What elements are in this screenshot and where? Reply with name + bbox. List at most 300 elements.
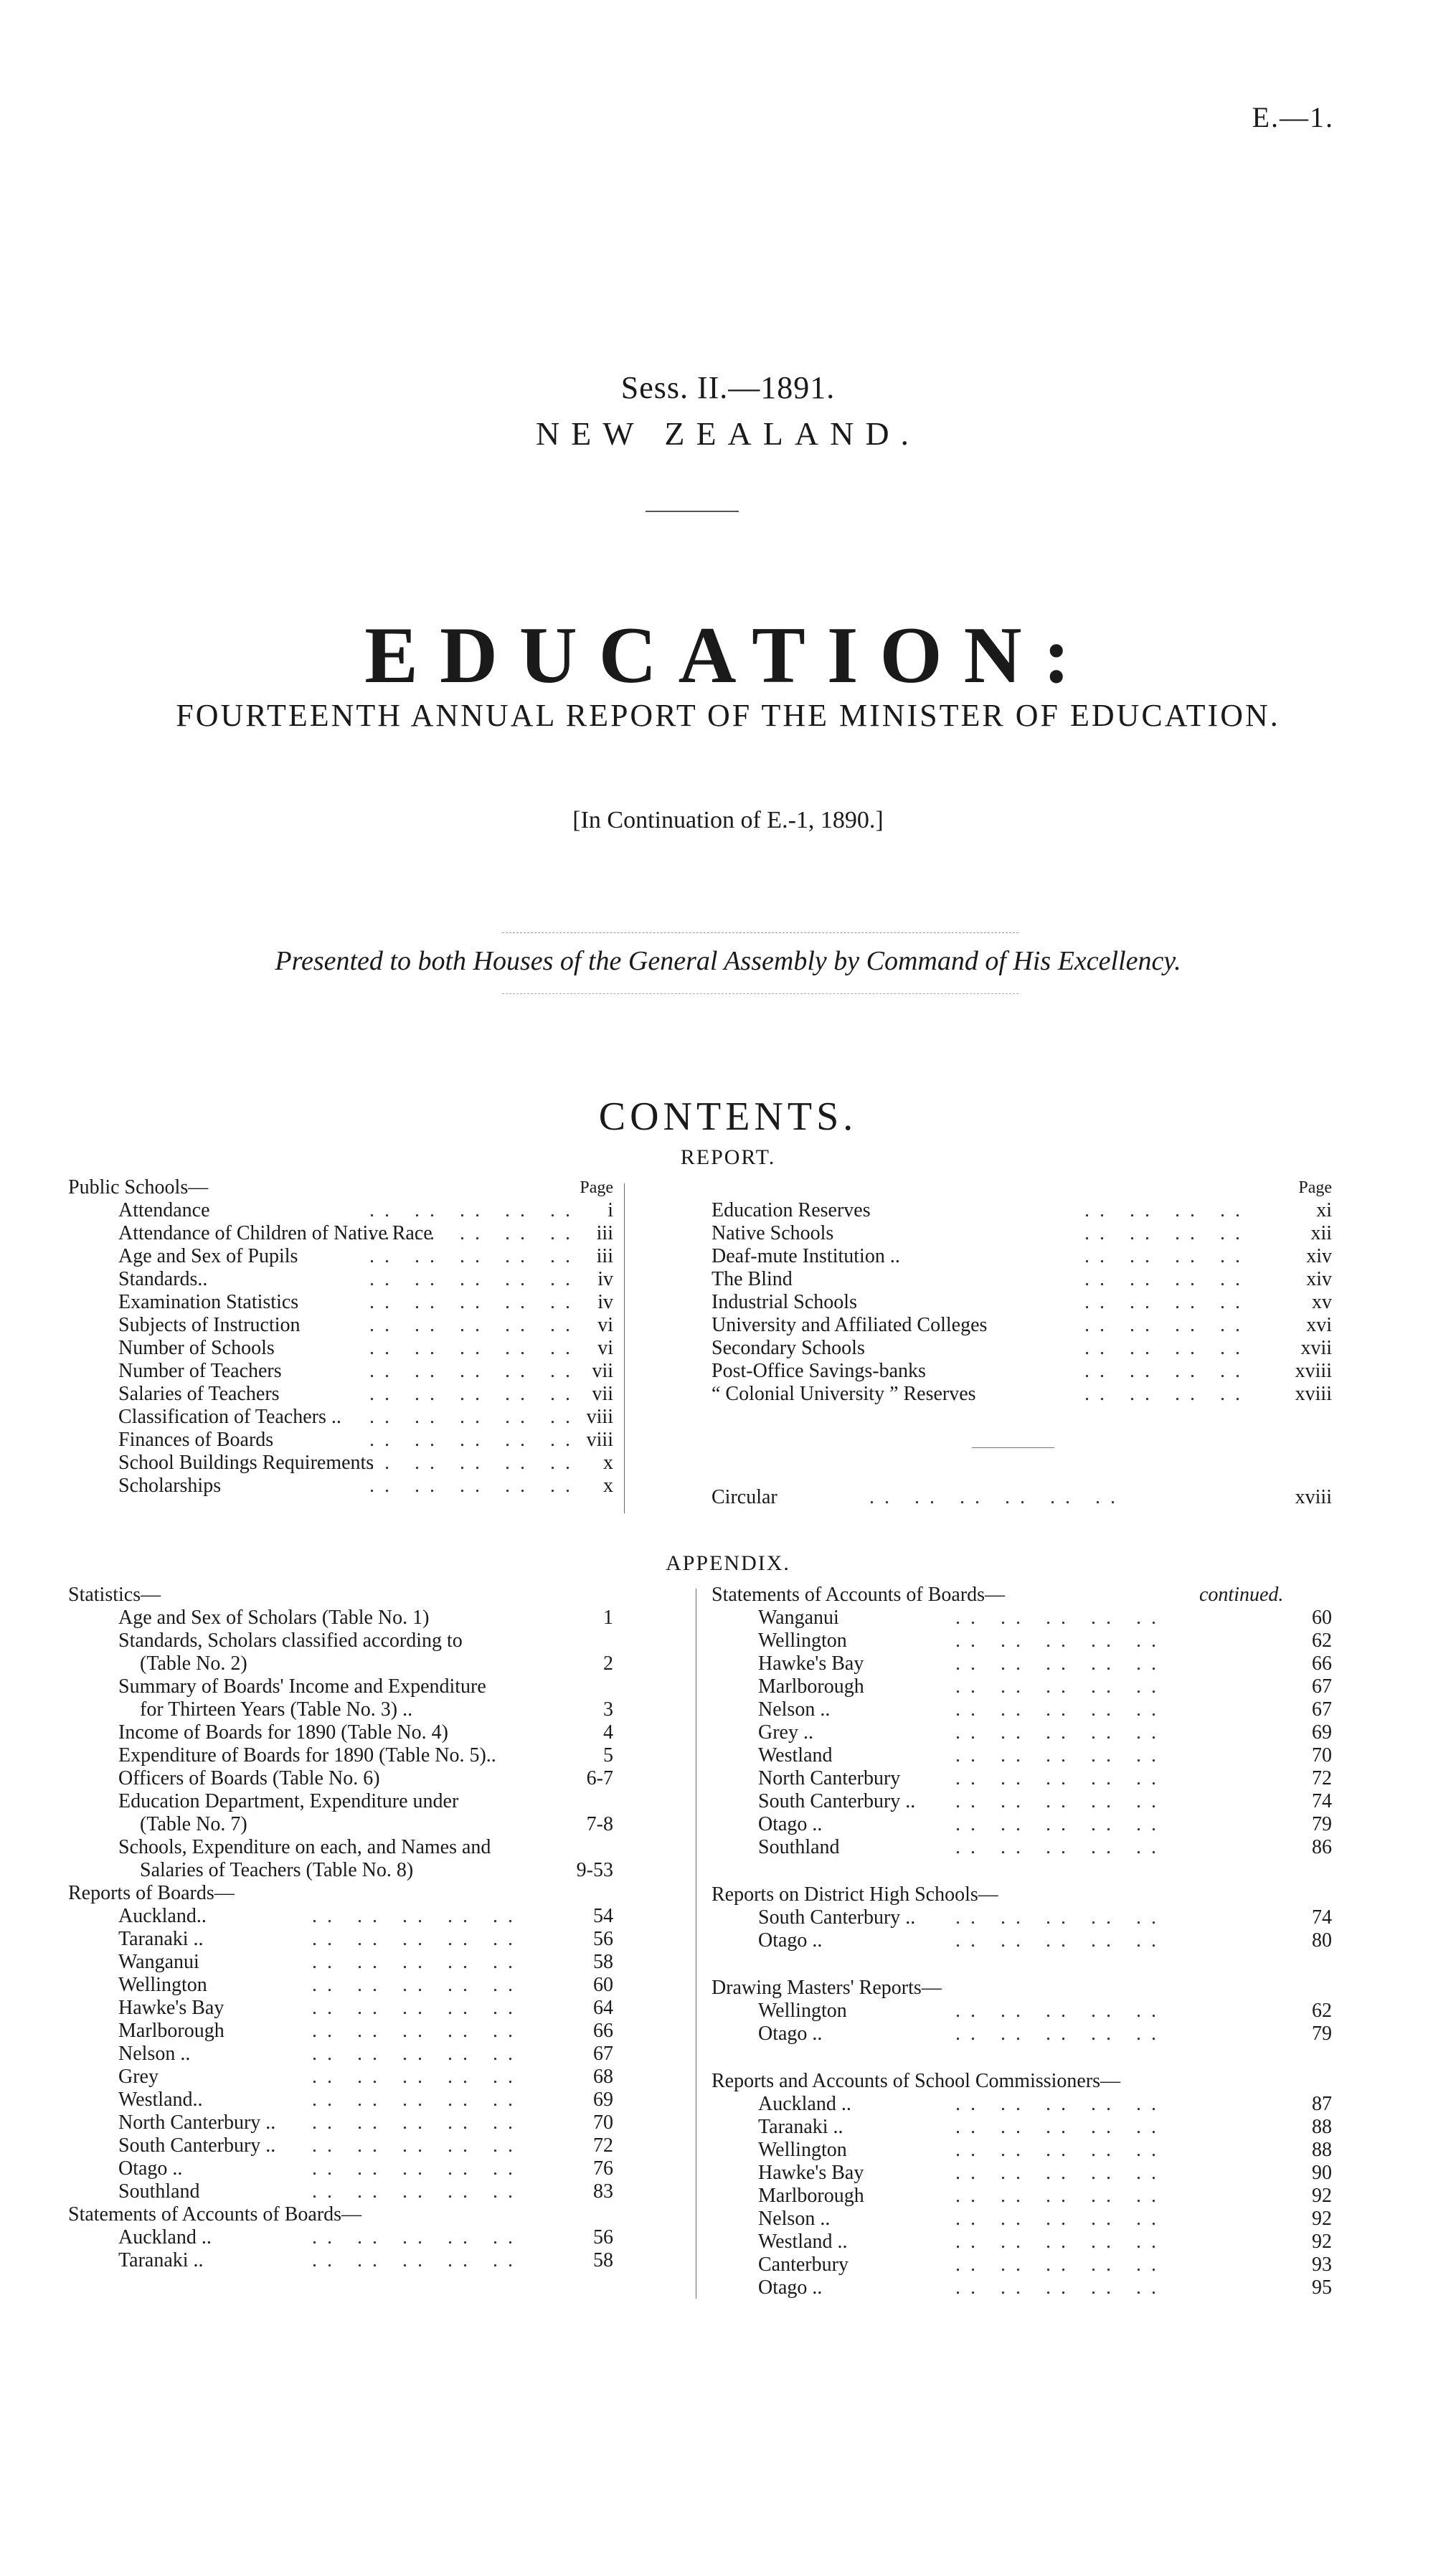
entry-label: Native Schools (712, 1222, 834, 1244)
entry-label: Classification of Teachers .. (118, 1406, 341, 1428)
entry-page: xiv (1306, 1268, 1332, 1290)
leader-dots: .. .. .. .. .. (955, 2231, 1166, 2253)
contents-entry (712, 1929, 1332, 1952)
entry-page: 67 (593, 2043, 613, 2065)
entry-page: 86 (1312, 1836, 1332, 1858)
entry-label: Hawke's Bay (758, 2162, 864, 2184)
leader-dots: .. .. .. .. .. (312, 2249, 523, 2271)
entry-label: North Canterbury (758, 1767, 901, 1789)
contents-entry (68, 1429, 613, 1452)
entry-page: xvi (1306, 1314, 1332, 1336)
group-heading: Statements of Accounts of Boards— (68, 2203, 362, 2226)
entry-label: Wellington (758, 2139, 847, 2161)
report-subtitle: FOURTEENTH ANNUAL REPORT OF THE MINISTER OF EDUCATION. (176, 698, 1280, 733)
leader-dots: .. .. .. .. (1084, 1360, 1250, 1382)
contents-entry (68, 2157, 613, 2180)
group-heading: Reports on District High Schools— (712, 1883, 998, 1906)
entry-label: Age and Sex of Pupils (118, 1245, 298, 1267)
leader-dots: .. .. .. .. .. (955, 1906, 1166, 1929)
contents-entry (68, 1199, 613, 1222)
leader-dots: .. .. .. .. .. (955, 2276, 1166, 2299)
entry-page: 92 (1312, 2231, 1332, 2253)
contents-entry (68, 1360, 613, 1383)
contents-entry (68, 1836, 613, 1859)
entry-label: North Canterbury .. (118, 2111, 276, 2134)
leader-dots: .. .. .. .. .. (369, 1406, 580, 1428)
contents-entry (68, 2134, 613, 2157)
contents-entry (712, 2093, 1332, 2116)
leader-dots: .. .. .. .. .. (955, 1675, 1166, 1698)
leader-dots: .. .. .. .. (1084, 1314, 1250, 1336)
leader-dots: .. .. .. .. .. (955, 1607, 1166, 1629)
leader-dots: .. .. .. .. .. .. (869, 1486, 1125, 1508)
entry-page: 66 (1312, 1652, 1332, 1675)
leader-dots: .. .. .. .. .. (369, 1291, 580, 1313)
leader-dots: .. .. .. .. .. (955, 1767, 1166, 1789)
contents-entry (712, 1906, 1332, 1929)
contents-entry (68, 1698, 613, 1721)
divider-rule (972, 1447, 1054, 1448)
entry-label: Marlborough (758, 1675, 864, 1698)
entry-label: South Canterbury .. (118, 2134, 276, 2157)
entry-label: Hawke's Bay (118, 1997, 224, 2019)
contents-entry (712, 1790, 1332, 1813)
leader-dots: .. .. .. .. .. (312, 2111, 523, 2134)
entry-label: Otago .. (758, 1929, 823, 1952)
entry-label: Income of Boards for 1890 (Table No. 4) (118, 1721, 448, 1744)
entry-page: vii (592, 1360, 613, 1382)
entry-label: The Blind (712, 1268, 793, 1290)
page-column-label: Page (580, 1178, 613, 1197)
page-title: EDUCATION: (364, 611, 1092, 700)
entry-label: Otago .. (758, 1813, 823, 1835)
entry-page: 56 (593, 2226, 613, 2248)
contents-entry (68, 1790, 613, 1813)
entry-label: Westland.. (118, 2089, 203, 2111)
contents-entry (68, 2089, 613, 2111)
contents-entry (712, 2000, 1332, 2023)
leader-dots: .. .. .. .. .. (312, 2180, 523, 2203)
entry-label: South Canterbury .. (758, 1906, 916, 1929)
group-heading: Drawing Masters' Reports— (712, 1977, 942, 1999)
continued-label: continued. (1199, 1584, 1284, 1606)
entry-label: Otago .. (118, 2157, 183, 2180)
entry-label: Westland .. (758, 2231, 848, 2253)
contents-entry (712, 2116, 1332, 2139)
entry-label: Subjects of Instruction (118, 1314, 301, 1336)
entry-label: Wellington (758, 2000, 847, 2022)
document-code: E.—1. (1252, 101, 1334, 133)
contents-entry (68, 1721, 613, 1744)
entry-label: South Canterbury .. (758, 1790, 916, 1812)
divider-rule (502, 932, 1018, 933)
entry-page: xiv (1306, 1245, 1332, 1267)
leader-dots: .. .. .. .. .. (369, 1199, 580, 1221)
entry-label: Post-Office Savings-banks (712, 1360, 926, 1382)
column-divider (624, 1183, 625, 1513)
page-column-label: Page (1298, 1178, 1332, 1197)
entry-label: Salaries of Teachers (118, 1383, 280, 1405)
appendix-right-column (712, 1584, 1332, 2299)
contents-entry (712, 2208, 1332, 2231)
entry-page: 66 (593, 2020, 613, 2042)
entry-page: x (603, 1475, 613, 1497)
entry-label: Wellington (118, 1974, 207, 1996)
entry-label: Officers of Boards (Table No. 6) (118, 1767, 380, 1789)
leader-dots: .. .. .. .. .. (312, 2066, 523, 2088)
leader-dots: .. .. .. .. (1084, 1222, 1250, 1244)
entry-label: Deaf-mute Institution .. (712, 1245, 900, 1267)
entry-page: iv (597, 1268, 613, 1290)
entry-label: Attendance (118, 1199, 210, 1221)
circular-entry (712, 1486, 1332, 1509)
entry-label: Nelson .. (118, 2043, 191, 2065)
group-row (68, 2203, 613, 2226)
session-line: Sess. II.—1891. (620, 370, 836, 405)
contents-entry (68, 1337, 613, 1360)
entry-page: 64 (593, 1997, 613, 2019)
group-row (68, 1882, 613, 1905)
contents-entry (712, 2185, 1332, 2208)
entry-label: for Thirteen Years (Table No. 3) .. (140, 1698, 413, 1721)
leader-dots: .. .. .. .. .. (955, 2162, 1166, 2184)
leader-dots: .. .. .. .. .. (955, 1929, 1166, 1952)
entry-page: vi (597, 1314, 613, 1336)
contents-entry (712, 1607, 1332, 1630)
leader-dots: .. .. .. .. (1084, 1337, 1250, 1359)
leader-dots: .. .. .. .. .. (312, 2089, 523, 2111)
contents-entry (712, 1813, 1332, 1836)
presented-line: Presented to both Houses of the General Assembly by Command of His Excellency. (275, 946, 1181, 976)
entry-page: 76 (593, 2157, 613, 2180)
appendix-heading: APPENDIX. (666, 1551, 790, 1575)
group-heading: Statistics— (68, 1584, 161, 1606)
leader-dots: .. .. .. .. .. (312, 2020, 523, 2042)
entry-label: Industrial Schools (712, 1291, 857, 1313)
entry-label: Salaries of Teachers (Table No. 8) (140, 1859, 414, 1881)
spacer (712, 2046, 1332, 2070)
entry-page: x (603, 1452, 613, 1474)
contents-entry (68, 1767, 613, 1790)
contents-entry (712, 1268, 1332, 1291)
entry-label: School Buildings Requirements (118, 1452, 374, 1474)
leader-dots: .. .. .. .. .. (955, 1698, 1166, 1721)
contents-entry (68, 1974, 613, 1997)
entry-page: xi (1316, 1199, 1332, 1221)
entry-page: 74 (1312, 1790, 1332, 1812)
leader-dots: .. .. .. .. .. (955, 2023, 1166, 2045)
entry-page: 79 (1312, 2023, 1332, 2045)
entry-page: 87 (1312, 2093, 1332, 2115)
contents-entry (712, 1383, 1332, 1406)
entry-label: Marlborough (758, 2185, 864, 2207)
contents-entry (712, 1337, 1332, 1360)
entry-label: Marlborough (118, 2020, 224, 2042)
appendix-left-column (68, 1584, 613, 2272)
report-right-column (712, 1176, 1332, 1406)
leader-dots: .. .. .. .. .. (369, 1452, 580, 1474)
contents-entry (712, 1744, 1332, 1767)
entry-page: iii (596, 1245, 613, 1267)
entry-page: 67 (1312, 1675, 1332, 1698)
leader-dots: .. .. .. .. (1084, 1291, 1250, 1313)
entry-label: Southland (118, 2180, 200, 2203)
entry-label: Hawke's Bay (758, 1652, 864, 1675)
entry-page: 92 (1312, 2185, 1332, 2207)
leader-dots: .. .. .. .. .. (312, 2157, 523, 2180)
leader-dots: .. .. .. .. .. (955, 2093, 1166, 2115)
contents-entry (68, 1630, 613, 1652)
entry-page: 9-53 (576, 1859, 613, 1881)
leader-dots: .. .. .. .. .. (955, 2116, 1166, 2138)
contents-entry (712, 1222, 1332, 1245)
leader-dots: .. .. .. .. .. (955, 2185, 1166, 2207)
leader-dots: .. .. .. .. .. (312, 2226, 523, 2248)
leader-dots: .. .. .. .. .. (369, 1337, 580, 1359)
entry-page: 4 (603, 1721, 613, 1744)
contents-entry (712, 1630, 1332, 1652)
group-heading: Statements of Accounts of Boards— (712, 1584, 1006, 1606)
entry-page: 1 (603, 1607, 613, 1629)
contents-entry (68, 1383, 613, 1406)
entry-page: 83 (593, 2180, 613, 2203)
leader-dots: .. .. .. .. (1084, 1383, 1250, 1405)
leader-dots: .. .. .. .. .. (955, 1790, 1166, 1812)
contents-entry (68, 1475, 613, 1498)
contents-entry (68, 2066, 613, 2089)
entry-page: 62 (1312, 1630, 1332, 1652)
entry-page: 58 (593, 2249, 613, 2271)
contents-heading: CONTENTS. (598, 1094, 858, 1139)
leader-dots: .. .. .. .. .. (955, 2254, 1166, 2276)
entry-label: Otago .. (758, 2276, 823, 2299)
contents-entry (68, 1928, 613, 1951)
entry-page: 69 (1312, 1721, 1332, 1744)
contents-entry (68, 1607, 613, 1630)
entry-page: xvii (1300, 1337, 1332, 1359)
entry-page: 58 (593, 1951, 613, 1973)
leader-dots: .. .. .. .. .. (369, 1360, 580, 1382)
entry-label: Schools, Expenditure on each, and Names and (118, 1836, 491, 1858)
entry-page: 69 (593, 2089, 613, 2111)
contents-entry (68, 1291, 613, 1314)
group-row (68, 1584, 613, 1607)
contents-entry (712, 2231, 1332, 2254)
leader-dots: .. .. .. .. .. (312, 1974, 523, 1996)
spacer (712, 1859, 1332, 1883)
entry-page: xviii (1295, 1383, 1332, 1405)
entry-label: Scholarships (118, 1475, 222, 1497)
leader-dots: .. .. .. .. .. (312, 1928, 523, 1950)
leader-dots: .. .. .. .. .. (312, 1905, 523, 1927)
contents-entry (712, 2276, 1332, 2299)
entry-page: viii (586, 1406, 613, 1428)
entry-label: Number of Schools (118, 1337, 275, 1359)
entry-page: 54 (593, 1905, 613, 1927)
entry-label: Number of Teachers (118, 1360, 282, 1382)
entry-page: 72 (1312, 1767, 1332, 1789)
country-line: NEW ZEALAND. (535, 415, 921, 452)
leader-dots: .. .. .. .. .. (369, 1383, 580, 1405)
leader-dots: .. .. .. .. .. (955, 1721, 1166, 1744)
entry-page: 3 (603, 1698, 613, 1721)
contents-entry (68, 1314, 613, 1337)
contents-entry (68, 1997, 613, 2020)
contents-entry (68, 2020, 613, 2043)
report-heading: REPORT. (680, 1145, 776, 1169)
contents-entry (712, 1245, 1332, 1268)
group-heading: Reports and Accounts of School Commissioners— (712, 2070, 1121, 2092)
contents-entry (68, 2249, 613, 2272)
entry-label: Westland (758, 1744, 833, 1767)
entry-page: 68 (593, 2066, 613, 2088)
entry-page: 72 (593, 2134, 613, 2157)
leader-dots: .. .. .. .. .. (369, 1429, 580, 1451)
contents-entry (712, 1199, 1332, 1222)
entry-page: 7-8 (586, 1813, 613, 1835)
entry-label: Wellington (758, 1630, 847, 1652)
contents-entry (68, 1245, 613, 1268)
spacer (712, 1952, 1332, 1977)
entry-label: Taranaki .. (118, 2249, 204, 2271)
entry-page: 79 (1312, 1813, 1332, 1835)
group-row (712, 1883, 1332, 1906)
leader-dots: .. .. .. .. (1084, 1199, 1250, 1221)
entry-page: 88 (1312, 2116, 1332, 2138)
entry-page: 92 (1312, 2208, 1332, 2230)
entry-page: 60 (593, 1974, 613, 1996)
entry-page: xii (1310, 1222, 1332, 1244)
contents-entry (68, 1951, 613, 1974)
group-row (712, 2070, 1332, 2093)
entry-label: Otago .. (758, 2023, 823, 2045)
entry-page: xv (1312, 1291, 1332, 1313)
entry-label: Auckland .. (118, 2226, 212, 2248)
group-heading: Public Schools— (68, 1176, 209, 1198)
leader-dots: .. .. .. .. .. (312, 2043, 523, 2065)
contents-entry (68, 1222, 613, 1245)
entry-label: Grey .. (758, 1721, 813, 1744)
entry-page: 2 (603, 1652, 613, 1675)
contents-entry (712, 1314, 1332, 1337)
entry-label: Wanganui (758, 1607, 839, 1629)
leader-dots: .. .. .. .. (1084, 1245, 1250, 1267)
leader-dots: .. .. .. .. .. (955, 2139, 1166, 2161)
contents-entry (68, 2043, 613, 2066)
entry-page: 6-7 (586, 1767, 613, 1789)
entry-label: Circular (712, 1486, 777, 1508)
contents-entry (68, 1905, 613, 1928)
entry-label: Standards, Scholars classified according to (118, 1630, 463, 1652)
entry-page: vi (597, 1337, 613, 1359)
entry-page: 60 (1312, 1607, 1332, 1629)
entry-label: Taranaki .. (758, 2116, 843, 2138)
entry-page: 90 (1312, 2162, 1332, 2184)
entry-page: 95 (1312, 2276, 1332, 2299)
contents-entry (712, 1767, 1332, 1790)
entry-label: Finances of Boards (118, 1429, 274, 1451)
contents-entry (712, 1291, 1332, 1314)
leader-dots: .. .. .. .. .. (312, 1997, 523, 2019)
contents-entry (68, 1452, 613, 1475)
contents-entry (68, 1859, 613, 1882)
entry-label: Auckland .. (758, 2093, 851, 2115)
entry-page: 5 (603, 1744, 613, 1767)
entry-label: Canterbury (758, 2254, 848, 2276)
entry-label: Age and Sex of Scholars (Table No. 1) (118, 1607, 430, 1629)
contents-entry (712, 1721, 1332, 1744)
continuation-note: [In Continuation of E.-1, 1890.] (572, 807, 884, 833)
entry-label: Nelson .. (758, 2208, 831, 2230)
entry-page: 70 (593, 2111, 613, 2134)
contents-entry (712, 2162, 1332, 2185)
contents-entry (68, 1268, 613, 1291)
entry-page: iv (597, 1291, 613, 1313)
contents-entry (68, 1406, 613, 1429)
contents-entry (68, 2180, 613, 2203)
entry-page: 88 (1312, 2139, 1332, 2161)
contents-entry (68, 1652, 613, 1675)
entry-label: Nelson .. (758, 1698, 831, 1721)
leader-dots: .. .. .. .. .. (955, 1836, 1166, 1858)
report-left-column (68, 1176, 613, 1498)
contents-entry (68, 2226, 613, 2249)
leader-dots: .. .. .. .. .. (369, 1314, 580, 1336)
leader-dots: .. .. .. .. .. (369, 1222, 580, 1244)
entry-label: Summary of Boards' Income and Expenditure (118, 1675, 486, 1698)
leader-dots: .. .. .. .. .. (369, 1245, 580, 1267)
leader-dots: .. .. .. .. .. (369, 1475, 580, 1497)
entry-label: Secondary Schools (712, 1337, 865, 1359)
entry-label: Expenditure of Boards for 1890 (Table No. 5).. (118, 1744, 496, 1767)
entry-label: Examination Statistics (118, 1291, 299, 1313)
entry-page: i (608, 1199, 613, 1221)
contents-entry (68, 1675, 613, 1698)
entry-page: xviii (1295, 1486, 1332, 1508)
contents-entry (712, 1836, 1332, 1859)
leader-dots: .. .. .. .. .. (955, 1630, 1166, 1652)
leader-dots: .. .. .. .. .. (955, 2208, 1166, 2230)
divider-rule (502, 993, 1018, 994)
entry-page: iii (596, 1222, 613, 1244)
entry-label: Attendance of Children of Native Race (118, 1222, 432, 1244)
leader-dots: .. .. .. .. .. (955, 1744, 1166, 1767)
entry-label: University and Affiliated Colleges (712, 1314, 988, 1336)
leader-dots: .. .. .. .. .. (955, 1652, 1166, 1675)
entry-label: “ Colonial University ” Reserves (712, 1383, 976, 1405)
entry-page: 67 (1312, 1698, 1332, 1721)
contents-entry (712, 2023, 1332, 2046)
contents-entry (712, 1698, 1332, 1721)
entry-page: 80 (1312, 1929, 1332, 1952)
contents-entry (712, 2139, 1332, 2162)
entry-page: 62 (1312, 2000, 1332, 2022)
entry-label: (Table No. 7) (140, 1813, 247, 1835)
leader-dots: .. .. .. .. (1084, 1268, 1250, 1290)
entry-page: 70 (1312, 1744, 1332, 1767)
contents-entry (712, 1675, 1332, 1698)
entry-page: 93 (1312, 2254, 1332, 2276)
leader-dots: .. .. .. .. .. (312, 1951, 523, 1973)
group-heading: Reports of Boards— (68, 1882, 235, 1904)
entry-label: Taranaki .. (118, 1928, 204, 1950)
leader-dots: .. .. .. .. .. (955, 1813, 1166, 1835)
entry-page: viii (586, 1429, 613, 1451)
contents-entry (712, 2254, 1332, 2276)
leader-dots: .. .. .. .. .. (369, 1268, 580, 1290)
contents-entry (68, 1744, 613, 1767)
entry-page: vii (592, 1383, 613, 1405)
